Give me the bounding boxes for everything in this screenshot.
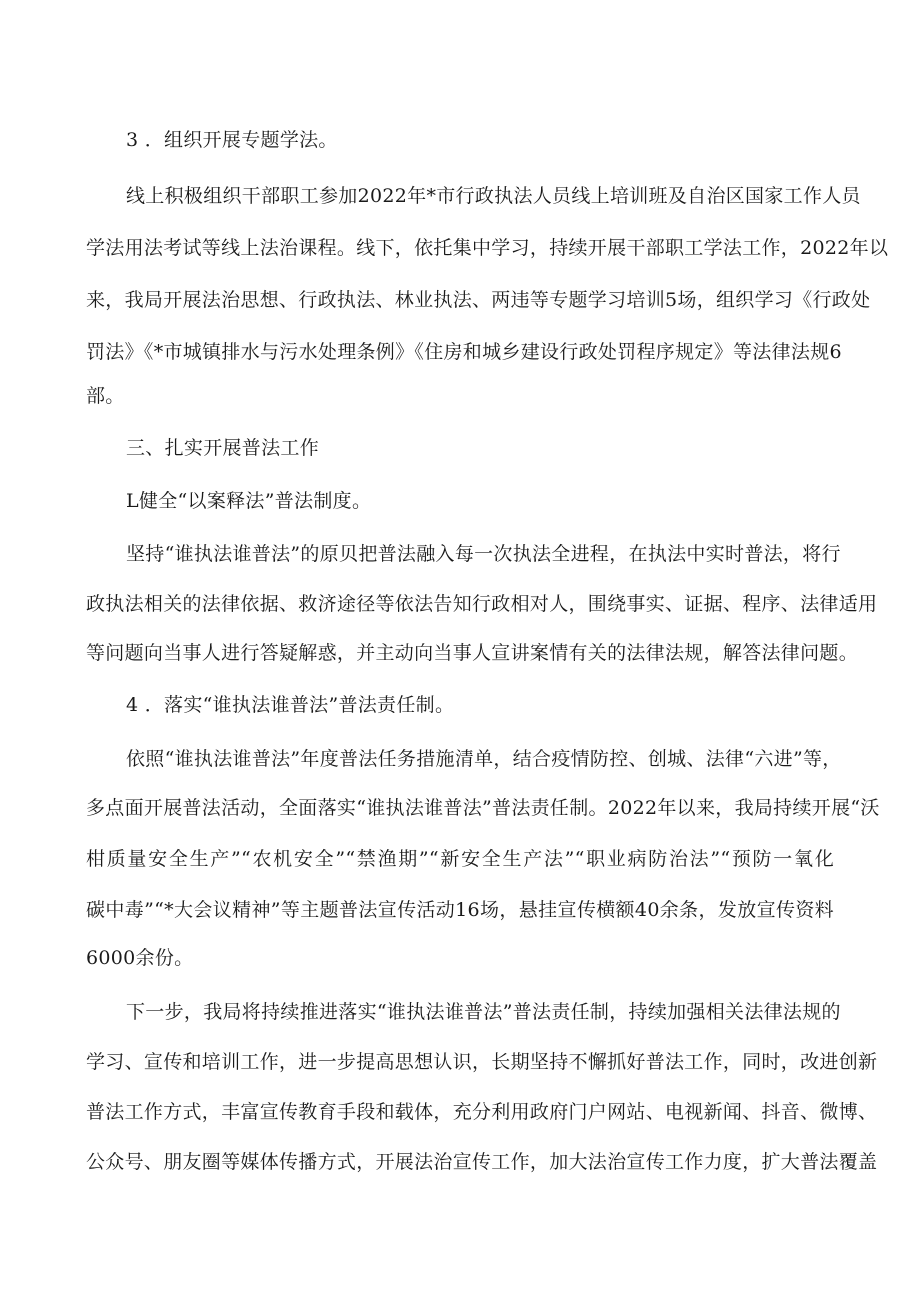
paragraph-line: 依照“谁执法谁普法”年度普法任务措施清单，结合疫情防控、创城、法律“六进”等， [126,748,842,770]
paragraph-line: 来，我局开展法治思想、行政执法、林业执法、两违等专题学习培训5场，组织学习《行政处 [86,289,871,311]
paragraph-line: 公众号、朋友圈等媒体传播方式，开展法治宣传工作，加大法治宣传工作力度，扩大普法覆盖 [86,1151,878,1173]
paragraph-line: 6000余份。 [86,947,194,969]
paragraph-line: 部。 [86,385,125,407]
paragraph-line: 等问题向当事人进行答疑解惑，并主动向当事人宣讲案情有关的法律法规，解答法律问题。 [86,642,859,664]
paragraph-line: 坚持“谁执法谁普法”的原贝把普法融入每一次执法全进程，在执法中实时普法，将行 [126,543,841,565]
paragraph-line: 学习、宣传和培训工作，进一步提高思想认识，长期坚持不懈抓好普法工作，同时，改进创新 [86,1051,878,1073]
paragraph-line: 柑质量安全生产”“农机安全”“禁渔期”“新安全生产法”“职业病防治法”“预防一氧化 [86,848,834,870]
paragraph-line: 普法工作方式，丰富宣传教育手段和载体，充分利用政府门户网站、电视新闻、抖音、微博、 [86,1101,878,1123]
paragraph-line: 线上积极组织干部职工参加2022年*市行政执法人员线上培训班及自治区国家工作人员 [126,185,861,207]
heading-item-3: 3 ．组织开展专题学法。 [126,129,338,151]
section-heading: 三、扎实开展普法工作 [126,437,320,459]
paragraph-line: 下一步，我局将持续推进落实“谁执法谁普法”普法责任制，持续加强相关法律法规的 [126,1001,841,1023]
paragraph-line: 学法用法考试等线上法治课程。线下，依托集中学习，持续开展干部职工学法工作，2022年以 [86,237,889,259]
paragraph-line: 碳中毒”“*大会议精神”等主题普法宣传活动16场，悬挂宣传横额40余条，发放宣传资料 [86,899,834,921]
paragraph-line: 多点面开展普法活动，全面落实“谁执法谁普法”普法责任制。2022年以来，我局持续开展“沃 [86,797,880,819]
heading-item-4: 4 ．落实“谁执法谁普法”普法责任制。 [126,694,455,716]
paragraph-line: 罚法》《*市城镇排水与污水处理条例》《住房和城乡建设行政处罚程序规定》等法律法规6 [86,341,842,363]
heading-item-1: L健全“以案释法”普法制度。 [126,490,372,512]
paragraph-line: 政执法相关的法律依据、救济途径等依法告知行政相对人，围绕事实、证据、程序、法律适用 [86,593,878,615]
